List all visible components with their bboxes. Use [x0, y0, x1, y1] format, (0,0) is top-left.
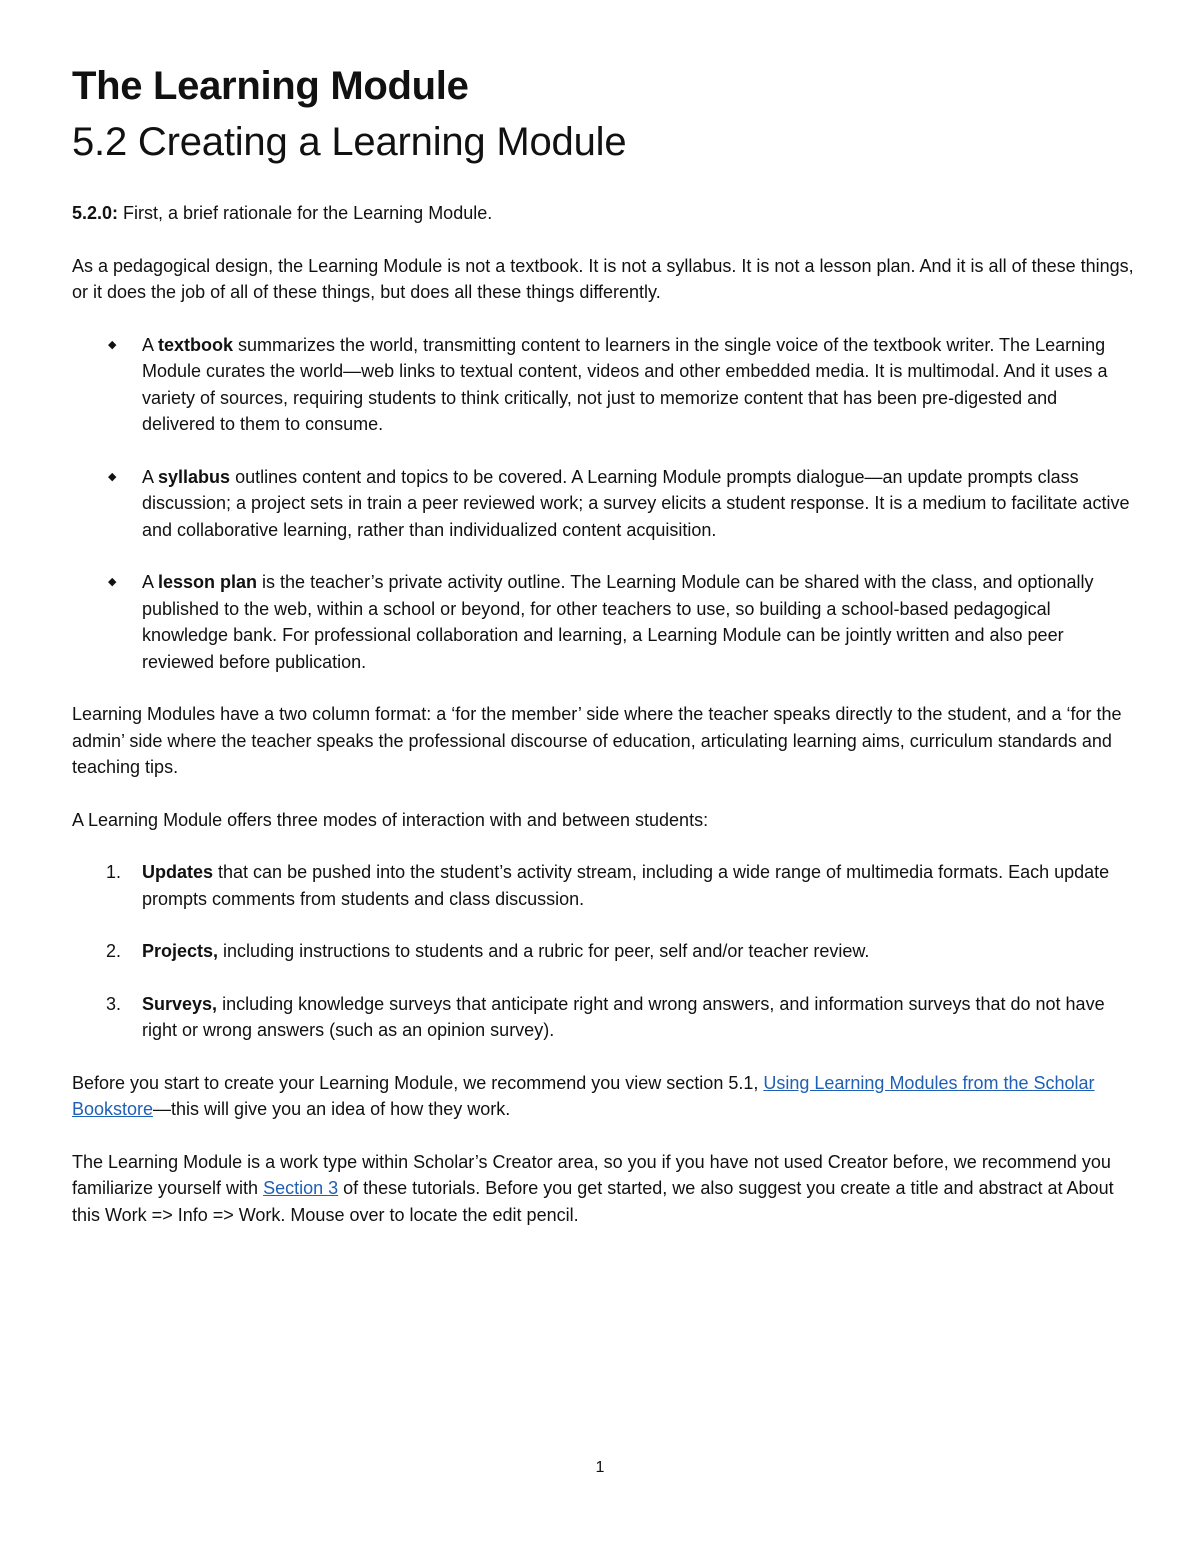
numbered-item [72, 991, 1134, 1044]
list-item-text: outlines content and topics to be covered. A Learning Module prompts dialogue—an update prompts class discussion; a project sets in train a peer reviewed work; a survey elicits a student response. It is a medium to facilitate active and collaborative learning, rather than individualized content acquisition. [142, 466, 1130, 540]
list-item: ◆ A lesson plan is the teacher’s private activity outline. The Learning Module can be shared with the class, and optionally published to the web, within a school or beyond, for other teachers to use, so building a school-based pedagogical knowledge bank. For professional collaboration and learning, a Learning Module can be jointly written and also peer reviewed before publication. [72, 569, 1134, 675]
list-item-text: summarizes the world, transmitting content to learners in the single voice of the textbook writer. The Learning Module curates the world—web links to textual content, videos and other embedded media. It is multimodal. And it uses a variety of sources, requiring students to think critically, not just to memorize content that has been pre-digested and delivered to them to consume. [142, 334, 1108, 434]
item-number: 1. [106, 862, 122, 882]
diamond-bullet-icon: ◆ [108, 576, 117, 588]
page-number: 1 [595, 1459, 605, 1476]
list-item-term: syllabus [158, 466, 231, 487]
document-title: The Learning Module [72, 64, 469, 108]
numbered-item-text: that can be pushed into the student’s activity stream, including a wide range of multimedia formats. Each update prompts comments from students and class discussion. [142, 862, 1110, 909]
section-heading: 5.2 Creating a Learning Module [72, 120, 627, 164]
numbered-item-term: Updates [142, 862, 214, 882]
diamond-bullet-icon: ◆ [108, 338, 117, 351]
numbered-item [72, 859, 1134, 912]
format-paragraph: Learning Modules have a two column format: a ‘for the member’ side where the teacher speaks directly to the student, and a ‘for the admin’ side where the teacher speaks the professional discourse of education, articulating learning aims, curriculum standards and teaching tips. [72, 704, 1122, 777]
numbered-item-text: including instructions to students and a rubric for peer, self and/or teacher review. [218, 941, 870, 961]
bookstore-link[interactable]: Using Learning Modules from the Scholar Bookstore [72, 1072, 1095, 1119]
comparison-list [72, 332, 1134, 676]
list-item: ◆ A syllabus outlines content and topics to be covered. A Learning Module prompts dialogue—an update prompts class discussion; a project sets in train a peer reviewed work; a survey elicits a student response. It is a medium to facilitate active and collaborative learning, rather than individualized content acquisition. [72, 464, 1134, 544]
modes-list [72, 859, 1134, 1044]
numbered-item-text: including knowledge surveys that anticipate right and wrong answers, and information surveys that do not have right or wrong answers (such as an opinion survey). [142, 993, 1105, 1040]
recommendation-paragraph: Before you start to create your Learning Module, we recommend you view section 5.1, Using Learning Modules from the Scholar Bookstore—this will give you an idea of how they work. [72, 1072, 1095, 1119]
numbered-item-term: Projects, [142, 941, 219, 961]
document-page [72, 58, 1134, 1228]
modes-intro-paragraph: A Learning Module offers three modes of interaction with and between students: [72, 809, 709, 830]
item-number: 2. [106, 941, 122, 961]
intro-paragraph [72, 200, 1134, 227]
creator-paragraph: The Learning Module is a work type within Scholar’s Creator area, so you if you have not used Creator before, we recommend you familiarize yourself with Section 3 of these tutorials. Before you get started, we also suggest you create a title and abstract at About this Work => Info => Work. Mouse over to locate the edit pencil. [72, 1151, 1114, 1225]
item-number: 3. [106, 993, 122, 1014]
rationale-paragraph: As a pedagogical design, the Learning Module is not a textbook. It is not a syllabus. It is not a lesson plan. And it is all of these things, or it does the job of all of these things, but does all these things differently. [72, 255, 1134, 302]
diamond-bullet-icon: ◆ [108, 470, 117, 483]
section-number: 5.2.0: [72, 203, 119, 223]
list-item-term: textbook [158, 334, 234, 355]
list-item: ◆ A textbook summarizes the world, transmitting content to learners in the single voice of the textbook writer. The Learning Module curates the world—web links to textual content, videos and other embedded media. It is multimodal. And it uses a variety of sources, requiring students to think critically, not just to memorize content that has been pre-digested and delivered to them to consume. [72, 332, 1134, 438]
list-item-term: lesson plan [158, 572, 258, 592]
list-item-text: is the teacher’s private activity outline. The Learning Module can be shared with the class, and optionally published to the web, within a school or beyond, for other teachers to use, so building a school-based pedagogical knowledge bank. For professional collaboration and learning, a Learning Module can be jointly written and also peer reviewed before publication. [142, 572, 1094, 672]
section-3-link[interactable]: Section 3 [263, 1178, 339, 1198]
numbered-item-term: Surveys, [142, 993, 218, 1014]
numbered-item [72, 938, 1134, 965]
intro-text: First, a brief rationale for the Learning Module. [118, 203, 493, 223]
